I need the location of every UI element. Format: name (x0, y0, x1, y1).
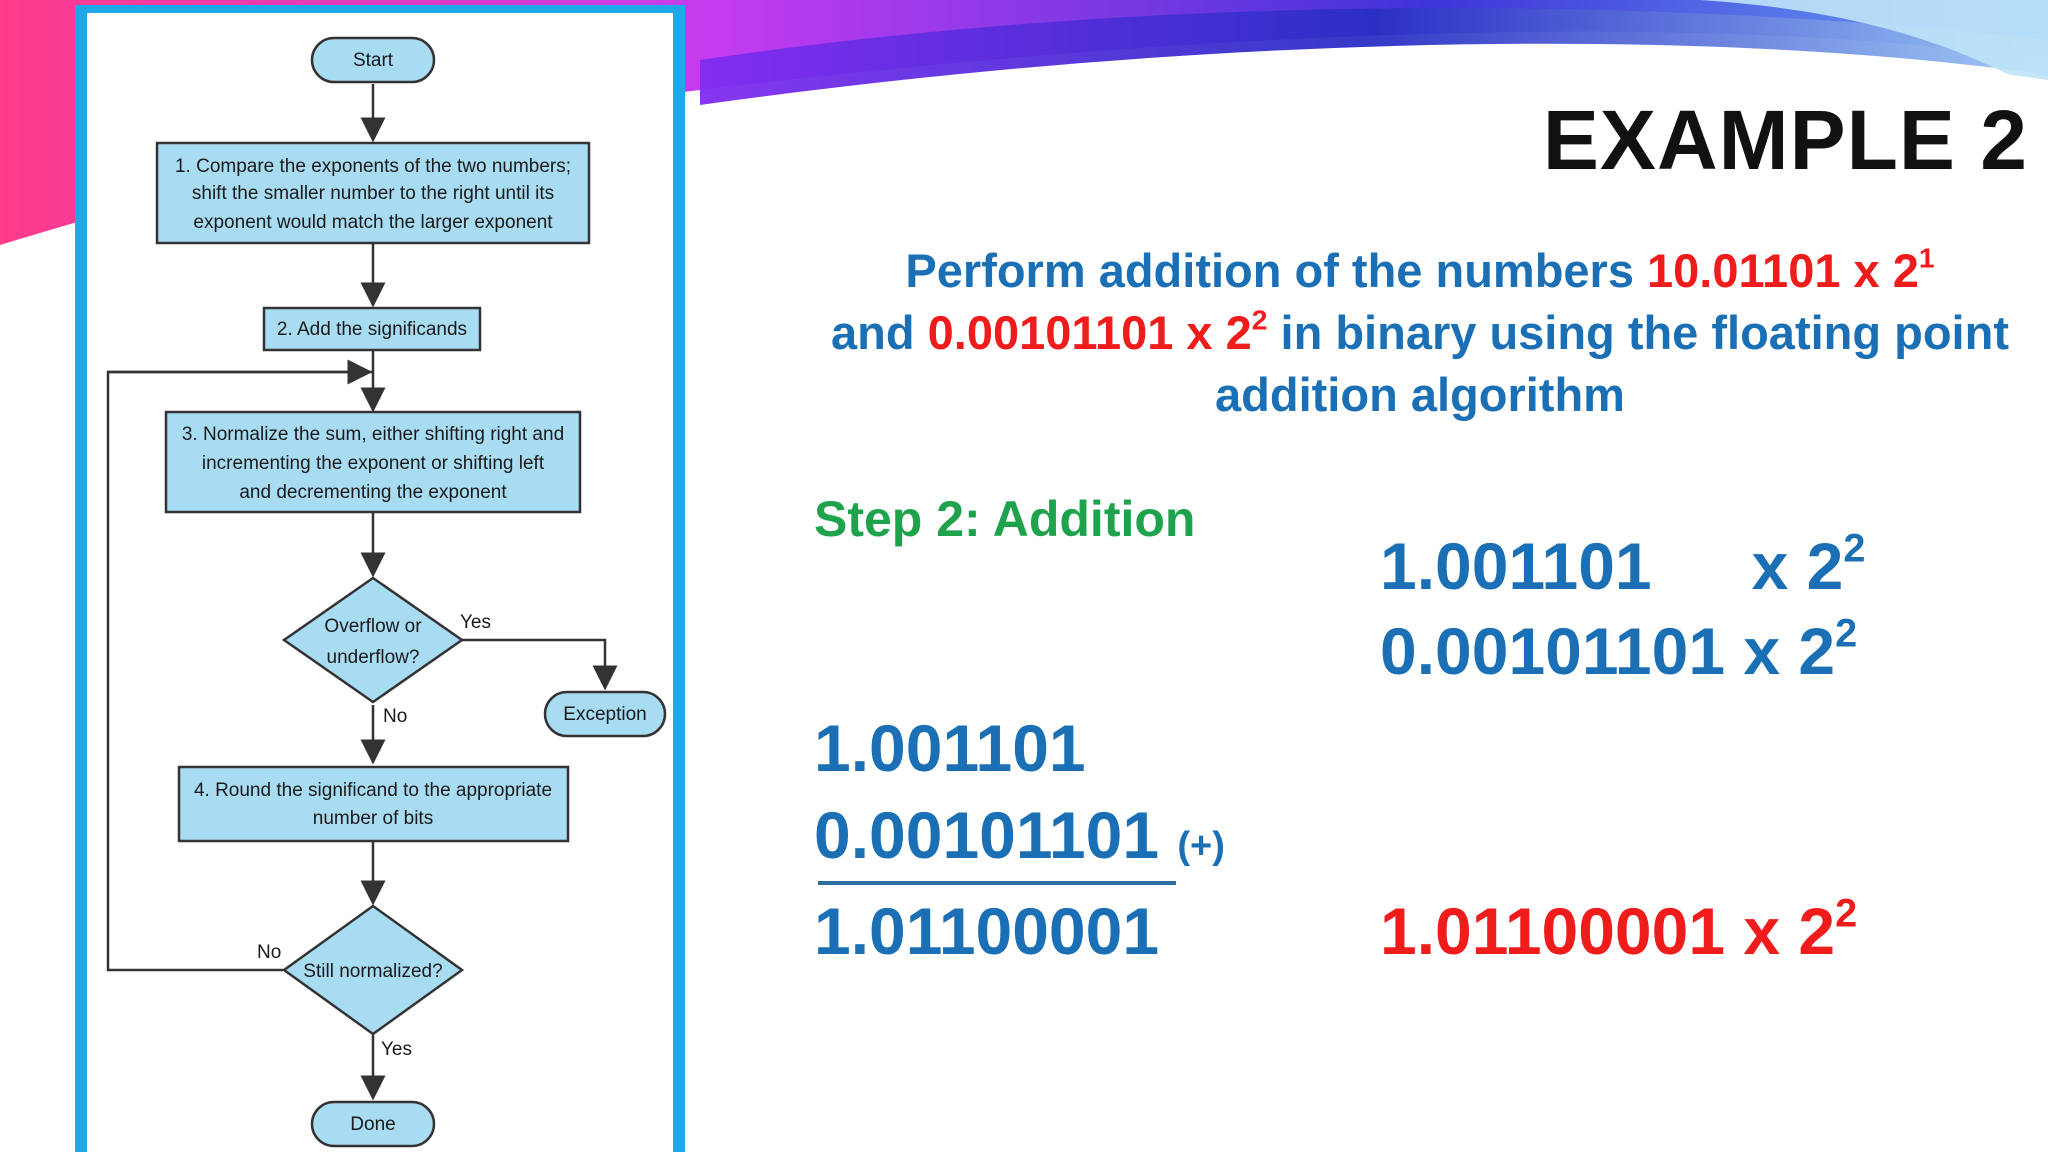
sum-result: 1.01100001 (814, 894, 1160, 968)
flow-start-label: Start (352, 50, 394, 71)
flow-exception-label: Exception (563, 704, 647, 725)
plus-operator: (+) (1177, 825, 1225, 867)
flow-no2-label: No (257, 942, 282, 963)
problem-number-1: 10.01101 x $2^1$ (1647, 241, 1935, 297)
problem-text-2: and (831, 306, 928, 359)
problem-number-2: 0.00101101 x $2^2$ (927, 303, 1268, 359)
flow-decision1 (284, 578, 462, 702)
flow-step3-line1: 3. Normalize the sum, either shifting right and (181, 424, 565, 445)
flow-step3-line3: and decrementing the exponent (239, 482, 507, 503)
flow-step4-box (179, 767, 568, 841)
flow-step2-label: 2. Add the significands (276, 319, 468, 340)
flow-no1-label: No (383, 706, 408, 727)
addend-2: 0.00101101 (+) (814, 798, 1225, 872)
flow-step1-line3: exponent would match the larger exponent (193, 212, 553, 233)
flow-step4-line1: 4. Round the significand to the appropriate (193, 780, 553, 801)
flow-yes1-label: Yes (460, 612, 491, 633)
flow-step1-line2: shift the smaller number to the right until its (191, 183, 555, 204)
problem-statement (820, 240, 2020, 426)
final-result: 1.01100001 x $2^2$ (1380, 891, 1858, 968)
problem-text-1: Perform addition of the numbers (905, 244, 1648, 297)
slide-title: EXAMPLE 2 (1542, 93, 2028, 187)
step-label: Step 2: Addition (814, 491, 1196, 547)
flow-done-label: Done (350, 1114, 396, 1135)
flow-decision1-line2: underflow? (326, 647, 420, 668)
flow-step1-line1: 1. Compare the exponents of the two numbers; (174, 156, 572, 177)
addend-1: 1.001101 (814, 711, 1086, 785)
flow-decision1-line1: Overflow or (324, 616, 422, 637)
aligned-row-2: 0.00101101 x $2^2$ (1380, 611, 1858, 688)
flow-step3-line2: incrementing the exponent or shifting left (201, 453, 545, 474)
flowchart (0, 0, 700, 1152)
flow-yes2-label: Yes (381, 1039, 412, 1060)
flow-decision2-label: Still normalized? (303, 961, 443, 982)
problem-text-3: in binary using the floating point addition algorithm (1215, 306, 2009, 421)
flow-step4-line2: number of bits (312, 808, 434, 829)
sum-divider (818, 881, 1176, 885)
aligned-row-1: 1.001101 x $2^2$ (1380, 526, 1866, 603)
